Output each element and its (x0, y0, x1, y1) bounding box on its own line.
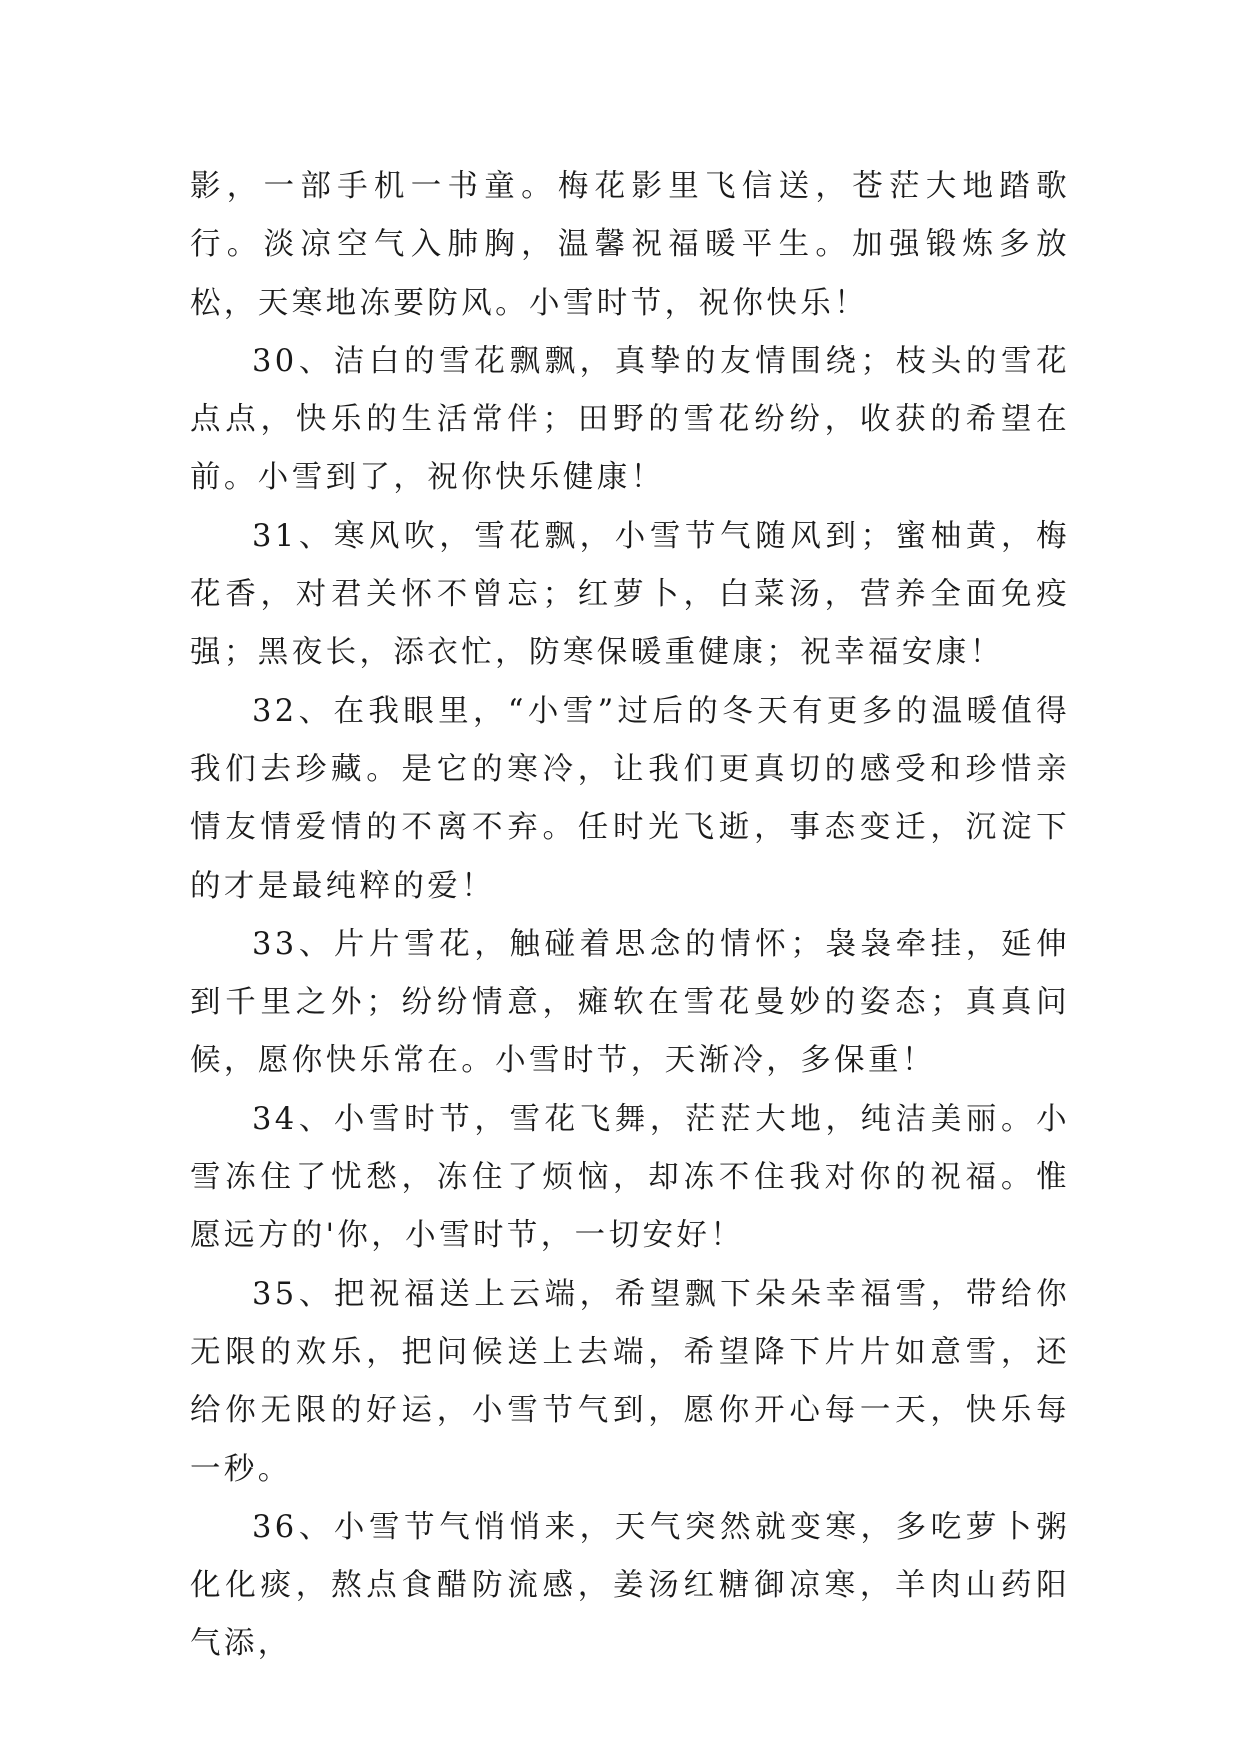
paragraph-continued: 影，一部手机一书童。梅花影里飞信送，苍茫大地踏歌行。淡凉空气入肺胸，温馨祝福暖平生。加强锻炼多放松，天寒地冻要防风。小雪时节，祝你快乐！ (190, 169, 1070, 321)
paragraph-31: 31、寒风吹，雪花飘，小雪节气随风到；蜜柚黄，梅花香，对君关怀不曾忘；红萝卜，白菜汤，营养全面免疫强；黑夜长，添衣忙，防寒保暖重健康；祝幸福安康！ (190, 518, 1070, 671)
paragraph-36: 36、小雪节气悄悄来，天气突然就变寒，多吃萝卜粥化化痰，熬点食醋防流感，姜汤红糖御凉寒，羊肉山药阳气添， (190, 1509, 1070, 1662)
body-text (190, 158, 1070, 1674)
paragraph-33: 33、片片雪花，触碰着思念的情怀；袅袅牵挂，延伸到千里之外；纷纷情意，瘫软在雪花曼妙的姿态；真真问候，愿你快乐常在。小雪时节，天渐冷，多保重！ (190, 926, 1070, 1079)
paragraph-34: 34、小雪时节，雪花飞舞，茫茫大地，纯洁美丽。小雪冻住了忧愁，冻住了烦恼，却冻不住我对你的祝福。惟愿远方的'你，小雪时节，一切安好！ (190, 1101, 1070, 1254)
paragraph-35: 35、把祝福送上云端，希望飘下朵朵幸福雪，带给你无限的欢乐，把问候送上去端，希望降下片片如意雪，还给你无限的好运，小雪节气到，愿你开心每一天，快乐每一秒。 (190, 1276, 1070, 1487)
paragraph-30: 30、洁白的雪花飘飘，真挚的友情围绕；枝头的雪花点点，快乐的生活常伴；田野的雪花纷纷，收获的希望在前。小雪到了，祝你快乐健康！ (190, 343, 1070, 496)
paragraph-32: 32、在我眼里，“小雪”过后的冬天有更多的温暖值得我们去珍藏。是它的寒冷，让我们更真切的感受和珍惜亲情友情爱情的不离不弃。任时光飞逝，事态变迁，沉淀下的才是最纯粹的爱！ (190, 693, 1070, 904)
